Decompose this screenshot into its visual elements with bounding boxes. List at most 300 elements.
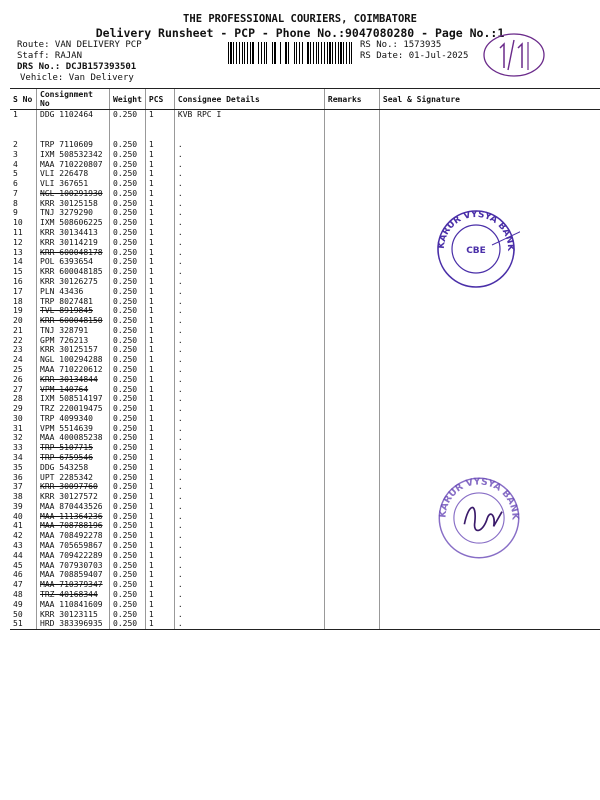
row-sno: 9 xyxy=(13,208,18,218)
row-remarks xyxy=(324,306,379,316)
row-weight: 0.250 xyxy=(110,110,146,121)
row-sno: 48 xyxy=(13,589,23,599)
row-pcs: 1 xyxy=(145,443,174,453)
row-pcs: 1 xyxy=(145,208,174,218)
row-consignee: . xyxy=(174,492,324,502)
row-sno: 22 xyxy=(13,335,23,345)
row-remarks xyxy=(324,277,379,287)
row-sno: 38 xyxy=(13,492,23,502)
row-pcs: 1 xyxy=(145,355,174,365)
row-consignment-no: TRP 4099340 xyxy=(37,414,110,424)
row-consignee: . xyxy=(174,404,324,414)
row-consignment-no: POL 6393654 xyxy=(37,257,110,267)
row-remarks xyxy=(324,169,379,179)
row-consignee: . xyxy=(174,551,324,561)
table-row xyxy=(10,404,600,414)
row-sno: 14 xyxy=(13,257,23,267)
barcode-overlay xyxy=(228,42,352,64)
row-pcs: 1 xyxy=(145,140,174,150)
row-sno: 19 xyxy=(13,306,23,316)
row-consignee: . xyxy=(174,482,324,492)
row-consignee: . xyxy=(174,590,324,600)
row-remarks xyxy=(324,326,379,336)
row-pcs: 1 xyxy=(145,600,174,610)
row-sno: 12 xyxy=(13,237,23,247)
table-row xyxy=(10,306,600,316)
row-weight: 0.250 xyxy=(110,336,146,346)
row-pcs: 1 xyxy=(145,257,174,267)
row-weight: 0.250 xyxy=(110,160,146,170)
row-remarks xyxy=(324,600,379,610)
row-remarks xyxy=(324,492,379,502)
row-seal xyxy=(379,404,600,414)
row-weight: 0.250 xyxy=(110,443,146,453)
row-consignee: . xyxy=(174,375,324,385)
row-consignment-no: IXM 508606225 xyxy=(37,218,110,228)
row-consignee: . xyxy=(174,169,324,179)
row-remarks xyxy=(324,248,379,258)
row-weight: 0.250 xyxy=(110,463,146,473)
row-consignment-no: VLI 367651 xyxy=(37,179,110,189)
row-consignee: . xyxy=(174,512,324,522)
row-seal xyxy=(379,433,600,443)
row-consignment-no: KRR 30097760 xyxy=(37,482,110,492)
row-remarks xyxy=(324,336,379,346)
row-pcs: 1 xyxy=(145,463,174,473)
table-row xyxy=(10,336,600,346)
row-pcs: 1 xyxy=(145,365,174,375)
row-pcs: 1 xyxy=(145,375,174,385)
row-remarks xyxy=(324,394,379,404)
row-consignment-no: NGL 100291930 xyxy=(37,189,110,199)
row-sno: 41 xyxy=(13,521,23,531)
row-weight: 0.250 xyxy=(110,140,146,150)
row-remarks xyxy=(324,404,379,414)
row-consignee: . xyxy=(174,580,324,590)
row-consignment-no: MAA 707930703 xyxy=(37,561,110,571)
row-remarks xyxy=(324,375,379,385)
row-remarks xyxy=(324,531,379,541)
row-pcs: 1 xyxy=(145,218,174,228)
row-pcs: 1 xyxy=(145,179,174,189)
row-seal xyxy=(379,316,600,326)
row-consignment-no: TRP 6759546 xyxy=(37,453,110,463)
row-consignment-no: DDG 543258 xyxy=(37,463,110,473)
row-consignee: . xyxy=(174,277,324,287)
row-seal xyxy=(379,600,600,610)
row-consignee: . xyxy=(174,443,324,453)
row-pcs: 1 xyxy=(145,590,174,600)
row-pcs: 1 xyxy=(145,336,174,346)
row-consignee: . xyxy=(174,521,324,531)
row-pcs: 1 xyxy=(145,580,174,590)
row-remarks xyxy=(324,463,379,473)
row-seal xyxy=(379,297,600,307)
row-sno: 6 xyxy=(13,179,18,189)
row-pcs: 1 xyxy=(145,248,174,258)
row-weight: 0.250 xyxy=(110,345,146,355)
row-sno: 46 xyxy=(13,570,23,580)
row-consignee: . xyxy=(174,316,324,326)
row-consignment-no: MAA 110841609 xyxy=(37,600,110,610)
row-sno: 23 xyxy=(13,345,23,355)
row-consignee: . xyxy=(174,189,324,199)
row-pcs: 1 xyxy=(145,619,174,629)
row-consignment-no: KRR 30134413 xyxy=(37,228,110,238)
row-consignment-no: VPM 5514639 xyxy=(37,424,110,434)
row-pcs: 1 xyxy=(145,531,174,541)
row-sno: 45 xyxy=(13,560,23,570)
row-sno: 39 xyxy=(13,501,23,511)
row-consignee: . xyxy=(174,610,324,620)
row-remarks xyxy=(324,541,379,551)
row-seal xyxy=(379,179,600,189)
row-sno: 30 xyxy=(13,413,23,423)
row-remarks xyxy=(324,179,379,189)
rs-number: RS No.: 1573935 xyxy=(360,40,442,50)
table-row xyxy=(10,453,600,463)
row-consignment-no: KRR 30123115 xyxy=(37,610,110,620)
row-consignee: . xyxy=(174,306,324,316)
row-remarks xyxy=(324,482,379,492)
row-sno: 18 xyxy=(13,296,23,306)
row-weight: 0.250 xyxy=(110,277,146,287)
table-row xyxy=(10,355,600,365)
row-remarks xyxy=(324,443,379,453)
table-row xyxy=(10,365,600,375)
row-consignee: . xyxy=(174,365,324,375)
row-seal xyxy=(379,345,600,355)
row-pcs: 1 xyxy=(145,110,174,121)
row-weight: 0.250 xyxy=(110,473,146,483)
table-row xyxy=(10,570,600,580)
row-consignment-no: DDG 1102464 xyxy=(37,110,110,121)
row-remarks xyxy=(324,189,379,199)
row-sno: 20 xyxy=(13,316,23,326)
row-weight: 0.250 xyxy=(110,433,146,443)
row-consignee: . xyxy=(174,502,324,512)
row-sno: 17 xyxy=(13,286,23,296)
row-weight: 0.250 xyxy=(110,521,146,531)
row-consignee: . xyxy=(174,208,324,218)
row-sno: 44 xyxy=(13,550,23,560)
table-row xyxy=(10,385,600,395)
row-pcs: 1 xyxy=(145,199,174,209)
row-weight: 0.250 xyxy=(110,531,146,541)
svg-text:KARUR VYSYA BANK xyxy=(437,476,520,520)
row-seal xyxy=(379,110,600,121)
col-sno: S No xyxy=(10,89,37,110)
row-consignee: . xyxy=(174,199,324,209)
row-remarks xyxy=(324,160,379,170)
row-pcs: 1 xyxy=(145,306,174,316)
row-seal xyxy=(379,160,600,170)
row-remarks xyxy=(324,414,379,424)
row-weight: 0.250 xyxy=(110,179,146,189)
table-row xyxy=(10,414,600,424)
row-consignment-no: TNJ 3279290 xyxy=(37,208,110,218)
row-seal xyxy=(379,326,600,336)
row-sno: 13 xyxy=(13,247,23,257)
route-label: Route: VAN DELIVERY PCP xyxy=(17,40,142,50)
row-pcs: 1 xyxy=(145,189,174,199)
bank-stamp-top xyxy=(432,205,520,293)
row-consignee: . xyxy=(174,160,324,170)
table-header-row xyxy=(10,89,600,110)
row-remarks xyxy=(324,512,379,522)
row-weight: 0.250 xyxy=(110,551,146,561)
row-seal xyxy=(379,619,600,629)
row-weight: 0.250 xyxy=(110,267,146,277)
row-weight: 0.250 xyxy=(110,619,146,629)
row-consignment-no: TRP 7110609 xyxy=(37,140,110,150)
rs-date: RS Date: 01-Jul-2025 xyxy=(360,51,469,61)
stamp-center: CBE xyxy=(466,246,486,256)
row-weight: 0.250 xyxy=(110,297,146,307)
row-consignment-no: TRP 5107715 xyxy=(37,443,110,453)
row-sno: 27 xyxy=(13,384,23,394)
row-pcs: 1 xyxy=(145,551,174,561)
row-seal xyxy=(379,140,600,150)
row-consignment-no: KRR 30125157 xyxy=(37,345,110,355)
row-consignment-no: VLI 226478 xyxy=(37,169,110,179)
table-row xyxy=(10,326,600,336)
row-pcs: 1 xyxy=(145,345,174,355)
row-sno: 47 xyxy=(13,580,23,590)
row-consignee: . xyxy=(174,248,324,258)
row-consignee: . xyxy=(174,228,324,238)
row-consignee: . xyxy=(174,385,324,395)
company-title: THE PROFESSIONAL COURIERS, COIMBATORE xyxy=(183,13,417,25)
table-row xyxy=(10,580,600,590)
row-consignee: . xyxy=(174,257,324,267)
row-weight: 0.250 xyxy=(110,355,146,365)
row-consignment-no: PLN 43436 xyxy=(37,287,110,297)
row-consignment-no: TRP 8027481 xyxy=(37,297,110,307)
row-remarks xyxy=(324,502,379,512)
row-remarks xyxy=(324,345,379,355)
row-weight: 0.250 xyxy=(110,199,146,209)
row-consignee: . xyxy=(174,453,324,463)
row-consignment-no: IXM 508532342 xyxy=(37,150,110,160)
row-pcs: 1 xyxy=(145,473,174,483)
table-row xyxy=(10,375,600,385)
row-remarks xyxy=(324,140,379,150)
row-consignment-no: HRD 383396935 xyxy=(37,619,110,629)
table-row xyxy=(10,297,600,307)
row-consignee: . xyxy=(174,297,324,307)
row-consignee: . xyxy=(174,473,324,483)
row-sno: 43 xyxy=(13,541,23,551)
row-seal xyxy=(379,306,600,316)
row-pcs: 1 xyxy=(145,512,174,522)
row-weight: 0.250 xyxy=(110,414,146,424)
row-seal xyxy=(379,394,600,404)
row-remarks xyxy=(324,551,379,561)
row-weight: 0.250 xyxy=(110,208,146,218)
col-pcs: PCS xyxy=(145,89,174,110)
row-sno: 24 xyxy=(13,355,23,365)
row-consignee: . xyxy=(174,531,324,541)
bank-stamp-signature xyxy=(433,472,525,564)
row-weight: 0.250 xyxy=(110,570,146,580)
table-row xyxy=(10,619,600,629)
row-remarks xyxy=(324,521,379,531)
row-sno: 28 xyxy=(13,394,23,404)
row-remarks xyxy=(324,453,379,463)
row-weight: 0.250 xyxy=(110,580,146,590)
row-remarks xyxy=(324,228,379,238)
table-row xyxy=(10,110,600,121)
row-consignee: . xyxy=(174,424,324,434)
row-seal xyxy=(379,189,600,199)
row-consignee: . xyxy=(174,287,324,297)
row-remarks xyxy=(324,365,379,375)
row-weight: 0.250 xyxy=(110,541,146,551)
table-row xyxy=(10,443,600,453)
row-consignment-no: KRR 600048150 xyxy=(37,316,110,326)
row-seal xyxy=(379,375,600,385)
vehicle-label: Vehicle: Van Delivery xyxy=(20,73,134,83)
row-weight: 0.250 xyxy=(110,404,146,414)
row-pcs: 1 xyxy=(145,541,174,551)
row-remarks xyxy=(324,385,379,395)
row-remarks xyxy=(324,110,379,121)
row-consignment-no: MAA 400085238 xyxy=(37,433,110,443)
row-consignment-no: IXM 508514197 xyxy=(37,394,110,404)
row-weight: 0.250 xyxy=(110,424,146,434)
row-sno: 31 xyxy=(13,423,23,433)
row-consignee: . xyxy=(174,336,324,346)
row-weight: 0.250 xyxy=(110,492,146,502)
row-sno: 10 xyxy=(13,218,23,228)
row-pcs: 1 xyxy=(145,394,174,404)
row-seal xyxy=(379,365,600,375)
row-sno: 33 xyxy=(13,443,23,453)
row-sno: 29 xyxy=(13,404,23,414)
col-consignment: Consignment No xyxy=(37,89,110,110)
row-seal xyxy=(379,150,600,160)
row-remarks xyxy=(324,150,379,160)
row-consignment-no: MAA 710220612 xyxy=(37,365,110,375)
row-pcs: 1 xyxy=(145,297,174,307)
row-seal xyxy=(379,580,600,590)
row-consignee: . xyxy=(174,561,324,571)
row-consignee: . xyxy=(174,619,324,629)
row-consignee: . xyxy=(174,150,324,160)
row-remarks xyxy=(324,619,379,629)
row-consignee: . xyxy=(174,345,324,355)
table-row xyxy=(10,600,600,610)
row-consignment-no: UPT 2285342 xyxy=(37,473,110,483)
row-weight: 0.250 xyxy=(110,238,146,248)
row-consignment-no: VPM 140764 xyxy=(37,385,110,395)
table-row xyxy=(10,345,600,355)
row-seal xyxy=(379,169,600,179)
row-remarks xyxy=(324,355,379,365)
row-consignment-no: MAA 708788196 xyxy=(37,521,110,531)
drs-number: DRS No.: DCJB157393501 xyxy=(17,62,137,72)
row-sno: 32 xyxy=(13,433,23,443)
row-consignee: . xyxy=(174,433,324,443)
row-consignee: . xyxy=(174,355,324,365)
row-remarks xyxy=(324,580,379,590)
table-row xyxy=(10,424,600,434)
row-pcs: 1 xyxy=(145,453,174,463)
row-seal xyxy=(379,590,600,600)
row-consignment-no: MAA 111364236 xyxy=(37,512,110,522)
row-remarks xyxy=(324,610,379,620)
row-pcs: 1 xyxy=(145,267,174,277)
row-seal xyxy=(379,610,600,620)
row-weight: 0.250 xyxy=(110,189,146,199)
row-pcs: 1 xyxy=(145,277,174,287)
table-row xyxy=(10,150,600,160)
row-consignment-no: KRR 600048178 xyxy=(37,248,110,258)
row-consignment-no: TRZ 220019475 xyxy=(37,404,110,414)
row-consignee: . xyxy=(174,238,324,248)
row-consignment-no: TVL 8919845 xyxy=(37,306,110,316)
row-sno: 42 xyxy=(13,531,23,541)
row-weight: 0.250 xyxy=(110,316,146,326)
handwritten-page-mark xyxy=(478,30,550,80)
row-consignment-no: MAA 870443526 xyxy=(37,502,110,512)
row-remarks xyxy=(324,208,379,218)
table-row xyxy=(10,394,600,404)
row-pcs: 1 xyxy=(145,150,174,160)
row-sno: 7 xyxy=(13,188,18,198)
row-weight: 0.250 xyxy=(110,257,146,267)
row-weight: 0.250 xyxy=(110,610,146,620)
row-remarks xyxy=(324,561,379,571)
row-pcs: 1 xyxy=(145,482,174,492)
row-sno: 36 xyxy=(13,472,23,482)
table-row xyxy=(10,610,600,620)
row-weight: 0.250 xyxy=(110,228,146,238)
row-seal xyxy=(379,385,600,395)
table-row xyxy=(10,433,600,443)
row-pcs: 1 xyxy=(145,414,174,424)
col-remarks: Remarks xyxy=(324,89,379,110)
row-consignee: . xyxy=(174,267,324,277)
row-sno: 11 xyxy=(13,228,23,238)
row-consignment-no: MAA 708492278 xyxy=(37,531,110,541)
row-pcs: 1 xyxy=(145,424,174,434)
row-consignee: . xyxy=(174,394,324,404)
col-weight: Weight xyxy=(110,89,146,110)
row-weight: 0.250 xyxy=(110,326,146,336)
row-remarks xyxy=(324,287,379,297)
row-seal xyxy=(379,453,600,463)
row-seal xyxy=(379,443,600,453)
row-weight: 0.250 xyxy=(110,600,146,610)
row-sno: 40 xyxy=(13,511,23,521)
row-weight: 0.250 xyxy=(110,502,146,512)
table-row xyxy=(10,189,600,199)
row-remarks xyxy=(324,424,379,434)
row-pcs: 1 xyxy=(145,228,174,238)
row-sno: 25 xyxy=(13,364,23,374)
row-sno: 34 xyxy=(13,453,23,462)
row-sno: 50 xyxy=(13,609,23,619)
row-pcs: 1 xyxy=(145,169,174,179)
row-sno: 8 xyxy=(13,198,18,208)
row-consignment-no: TRZ 40168344 xyxy=(37,590,110,600)
row-remarks xyxy=(324,238,379,248)
row-consignment-no: KRR 30134844 xyxy=(37,375,110,385)
row-pcs: 1 xyxy=(145,238,174,248)
row-consignee: . xyxy=(174,541,324,551)
